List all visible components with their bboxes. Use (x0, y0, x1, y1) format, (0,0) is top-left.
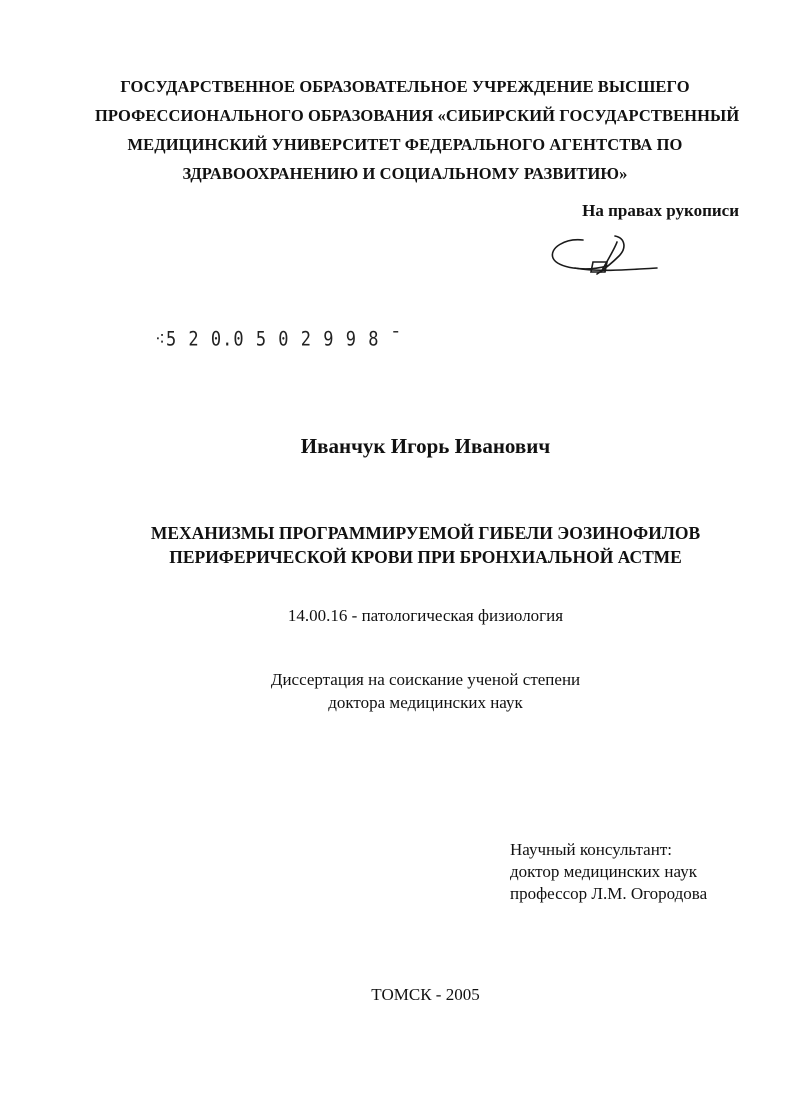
institution-line: ЗДРАВООХРАНЕНИЮ И СОЦИАЛЬНОМУ РАЗВИТИЮ» (182, 164, 628, 183)
institution-header (95, 72, 740, 188)
catalog-number: ⁖5 2 0.0 5 0 2 9 9 8 ˉ (155, 328, 402, 351)
manuscript-note: На правах рукописи (582, 201, 739, 220)
institution-line: ПРОФЕССИОНАЛЬНОГО ОБРАЗОВАНИЯ «СИБИРСКИЙ ГОСУДАРСТВЕННЫЙ (95, 106, 740, 125)
degree-line: доктора медицинских наук (328, 693, 523, 712)
title-line: МЕХАНИЗМЫ ПРОГРАММИРУЕМОЙ ГИБЕЛИ ЭОЗИНОФИЛОВ (150, 523, 701, 543)
institution-line: МЕДИЦИНСКИЙ УНИВЕРСИТЕТ ФЕДЕРАЛЬНОГО АГЕНТСТВА ПО (127, 135, 683, 154)
advisor-line: доктор медицинских наук (510, 862, 697, 881)
degree-line: Диссертация на соискание ученой степени (270, 670, 581, 689)
advisor-line: Научный консультант: (510, 840, 672, 859)
scientific-advisor (510, 839, 707, 905)
signature-image (545, 228, 660, 284)
institution-line: ГОСУДАРСТВЕННОЕ ОБРАЗОВАТЕЛЬНОЕ УЧРЕЖДЕНИЕ ВЫСШЕГО (120, 77, 690, 96)
author-name: Иванчук Игорь Иванович (300, 434, 551, 458)
city-year: ТОМСК - 2005 (371, 985, 480, 1004)
specialty-code: 14.00.16 - патологическая физиология (287, 606, 564, 625)
title-line: ПЕРИФЕРИЧЕСКОЙ КРОВИ ПРИ БРОНХИАЛЬНОЙ АСТМЕ (169, 547, 682, 567)
advisor-line: профессор Л.М. Огородова (510, 884, 708, 903)
degree-statement (60, 668, 791, 714)
dissertation-title (60, 521, 791, 569)
